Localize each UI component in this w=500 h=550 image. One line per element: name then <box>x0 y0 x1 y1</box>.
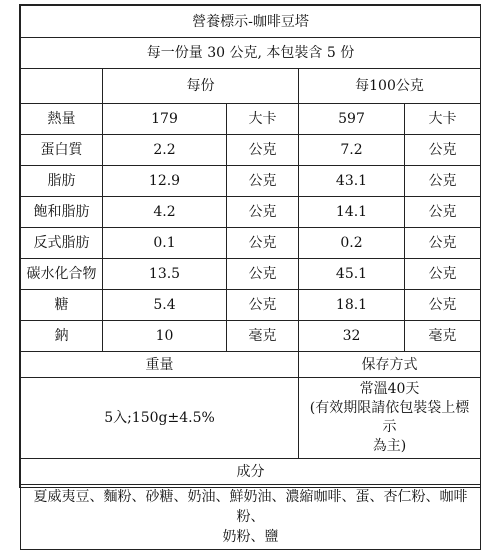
ingredients-line: 夏威夷豆、麵粉、砂糖、奶油、鮮奶油、濃縮咖啡、蛋、杏仁粉、咖啡粉、 <box>33 489 468 525</box>
serving-unit: 公克 <box>227 197 299 228</box>
storage-value <box>299 378 481 459</box>
per100-value: 43.1 <box>299 166 405 197</box>
nutrient-name: 飽和脂肪 <box>21 197 103 228</box>
serving-unit: 公克 <box>227 135 299 166</box>
ingredients-list <box>21 485 481 550</box>
nutrient-row-fat <box>21 166 481 197</box>
ingredients-line: 奶粉、鹽 <box>222 529 279 545</box>
weight-value: 5入;150g±4.5% <box>21 378 299 459</box>
ingredients-header: 成分 <box>21 459 481 485</box>
nutrition-label <box>19 4 481 545</box>
serving-unit: 公克 <box>227 166 299 197</box>
nutrient-name: 碳水化合物 <box>21 259 103 290</box>
per100-unit: 公克 <box>405 166 481 197</box>
nutrient-name: 糖 <box>21 290 103 321</box>
serving-value: 5.4 <box>103 290 227 321</box>
per100-value: 14.1 <box>299 197 405 228</box>
nutrient-name: 蛋白質 <box>21 135 103 166</box>
storage-line: (有效期限請依包裝袋上標示 <box>309 400 470 435</box>
per100-value: 18.1 <box>299 290 405 321</box>
serving-value: 13.5 <box>103 259 227 290</box>
serving-info: 每一份量 30 公克, 本包裝含 5 份 <box>21 38 481 69</box>
serving-unit: 大卡 <box>227 104 299 135</box>
label-title: 營養標示-咖啡豆塔 <box>21 6 481 38</box>
serving-unit: 公克 <box>227 259 299 290</box>
per100-value: 32 <box>299 321 405 352</box>
storage-line: 為主) <box>372 438 407 454</box>
per100-unit: 公克 <box>405 259 481 290</box>
per100-unit: 公克 <box>405 197 481 228</box>
nutrient-row-energy <box>21 104 481 135</box>
per100-value: 0.2 <box>299 228 405 259</box>
nutrient-name: 脂肪 <box>21 166 103 197</box>
serving-unit: 公克 <box>227 228 299 259</box>
storage-header: 保存方式 <box>299 352 481 378</box>
per100-unit: 毫克 <box>405 321 481 352</box>
serving-value: 4.2 <box>103 197 227 228</box>
nutrient-name: 反式脂肪 <box>21 228 103 259</box>
serving-unit: 公克 <box>227 290 299 321</box>
nutrient-row-sugar <box>21 290 481 321</box>
nutrient-row-saturated-fat <box>21 197 481 228</box>
serving-value: 12.9 <box>103 166 227 197</box>
per100-value: 597 <box>299 104 405 135</box>
nutrient-row-trans-fat <box>21 228 481 259</box>
serving-value: 10 <box>103 321 227 352</box>
storage-line: 常溫40天 <box>359 381 420 397</box>
per100-unit: 大卡 <box>405 104 481 135</box>
per100-value: 45.1 <box>299 259 405 290</box>
weight-header: 重量 <box>21 352 299 378</box>
per100-value: 7.2 <box>299 135 405 166</box>
serving-value: 179 <box>103 104 227 135</box>
per-100g-header: 每100公克 <box>299 69 481 104</box>
per100-unit: 公克 <box>405 228 481 259</box>
nutrient-row-carbohydrate <box>21 259 481 290</box>
per100-unit: 公克 <box>405 290 481 321</box>
serving-value: 2.2 <box>103 135 227 166</box>
serving-unit: 毫克 <box>227 321 299 352</box>
nutrient-row-protein <box>21 135 481 166</box>
nutrient-name: 熱量 <box>21 104 103 135</box>
nutrition-table <box>20 5 481 550</box>
nutrient-name: 鈉 <box>21 321 103 352</box>
nutrient-row-sodium <box>21 321 481 352</box>
per100-unit: 公克 <box>405 135 481 166</box>
serving-value: 0.1 <box>103 228 227 259</box>
per-serving-header: 每份 <box>103 69 299 104</box>
corner-cell <box>21 69 103 104</box>
